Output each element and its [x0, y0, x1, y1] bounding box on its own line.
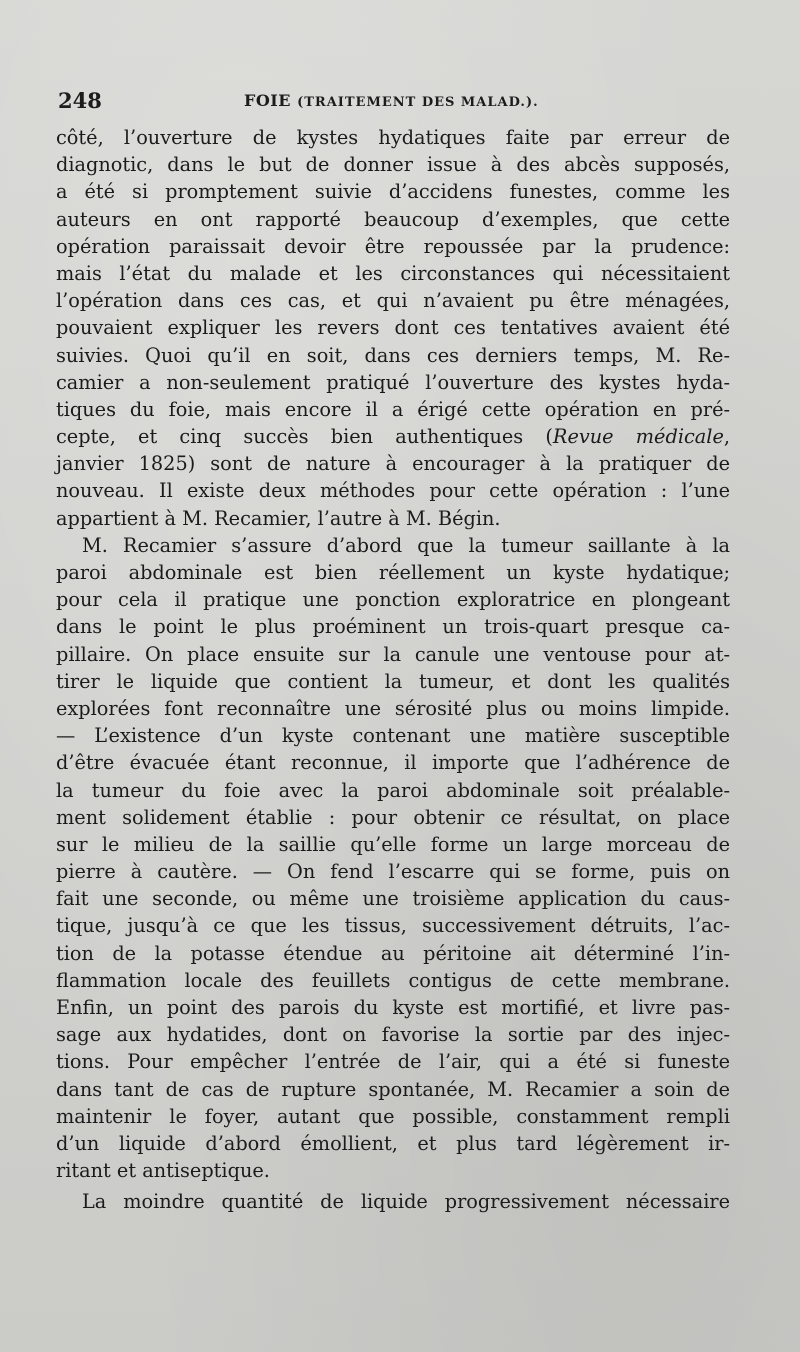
text-line: pour cela il pratique une ponction exploratrice en plongeant	[56, 588, 730, 612]
paragraph-start-line: M. Recamier s’assure d’abord que la tumeur saillante à la	[82, 533, 730, 557]
running-head	[244, 91, 539, 110]
text-line: pouvaient expliquer les revers dont ces tentatives avaient été	[56, 316, 730, 340]
text-line: ritant et antiseptique.	[56, 1159, 270, 1183]
paragraph-start-line: La moindre quantité de liquide progressivement nécessaire	[82, 1190, 730, 1214]
text-line: camier a non-seulement pratiqué l’ouverture des kystes hyda-	[56, 370, 730, 394]
body-text	[56, 124, 730, 1216]
running-head-sub: (TRAITEMENT DES MALAD.).	[297, 95, 539, 110]
text-line: d’un liquide d’abord émollient, et plus tard légèrement ir-	[56, 1131, 730, 1155]
text-line: tique, jusqu’à ce que les tissus, successivement détruits, l’ac-	[56, 914, 730, 938]
text-line: suivies. Quoi qu’il en soit, dans ces derniers temps, M. Re-	[56, 343, 730, 367]
text-line: d’être évacuée étant reconnue, il importe que l’adhérence de	[56, 751, 730, 775]
text-line: pillaire. On place ensuite sur la canule une ventouse pour at-	[56, 642, 730, 666]
text-line: ment solidement établie : pour obtenir ce résultat, on place	[56, 805, 730, 829]
text-line: appartient à M. Recamier, l’autre à M. Bégin.	[56, 506, 501, 530]
text-line: tirer le liquide que contient la tumeur, et dont les qualités	[56, 669, 730, 693]
text-line: tions. Pour empêcher l’entrée de l’air, qui a été si funeste	[56, 1050, 730, 1074]
text-line: dans le point le plus proéminent un trois-quart presque ca-	[56, 615, 730, 639]
text-line: sur le milieu de la saillie qu’elle forme un large morceau de	[56, 832, 730, 856]
text-segment: cepte, et cinq succès bien authentiques (	[56, 425, 553, 449]
text-line: explorées font reconnaître une sérosité plus ou moins limpide.	[56, 696, 730, 720]
page-header	[58, 88, 738, 118]
text-line: la tumeur du foie avec la paroi abdominale soit préalable-	[56, 778, 730, 802]
text-line: pierre à cautère. — On fend l’escarre qui se forme, puis on	[56, 860, 730, 884]
text-line: côté, l’ouverture de kystes hydatiques faite par erreur de	[56, 126, 730, 149]
text-line: diagnotic, dans le but de donner issue à des abcès supposés,	[56, 153, 730, 177]
text-line: — L’existence d’un kyste contenant une matière susceptible	[56, 724, 730, 748]
text-line: auteurs en ont rapporté beaucoup d’exemples, que cette	[56, 207, 730, 231]
text-line: dans tant de cas de rupture spontanée, M. Recamier a soin de	[56, 1077, 730, 1101]
italic-citation: Revue médicale	[552, 425, 724, 449]
page-number: 248	[58, 88, 102, 113]
text-line: maintenir le foyer, autant que possible, constamment rempli	[56, 1104, 730, 1128]
text-line: sage aux hydatides, dont on favorise la sortie par des injec-	[56, 1023, 730, 1047]
text-line: tiques du foie, mais encore il a érigé cette opération en pré-	[56, 397, 730, 421]
text-line: nouveau. Il existe deux méthodes pour cette opération : l’une	[56, 479, 730, 503]
text-line: Enfin, un point des parois du kyste est mortifié, et livre pas-	[56, 996, 730, 1019]
citation-tail: ,	[723, 425, 730, 449]
text-line: l’opération dans ces cas, et qui n’avaient pu être ménagées,	[56, 289, 730, 313]
text-line: fait une seconde, ou même une troisième application du caus-	[56, 887, 730, 911]
text-line: opération paraissait devoir être repoussée par la prudence:	[56, 234, 730, 258]
running-head-main: FOIE	[244, 91, 291, 110]
text-line: flammation locale des feuillets contigus de cette membrane.	[56, 968, 730, 992]
text-line: tion de la potasse étendue au péritoine ait déterminé l’in-	[56, 941, 730, 965]
text-line: a été si promptement suivie d’accidens funestes, comme les	[56, 180, 730, 204]
text-line: janvier 1825) sont de nature à encourager à la pratiquer de	[56, 452, 730, 476]
text-line-with-citation	[56, 423, 730, 450]
text-line: mais l’état du malade et les circonstances qui nécessitaient	[56, 261, 730, 285]
text-line: paroi abdominale est bien réellement un kyste hydatique;	[56, 561, 730, 584]
